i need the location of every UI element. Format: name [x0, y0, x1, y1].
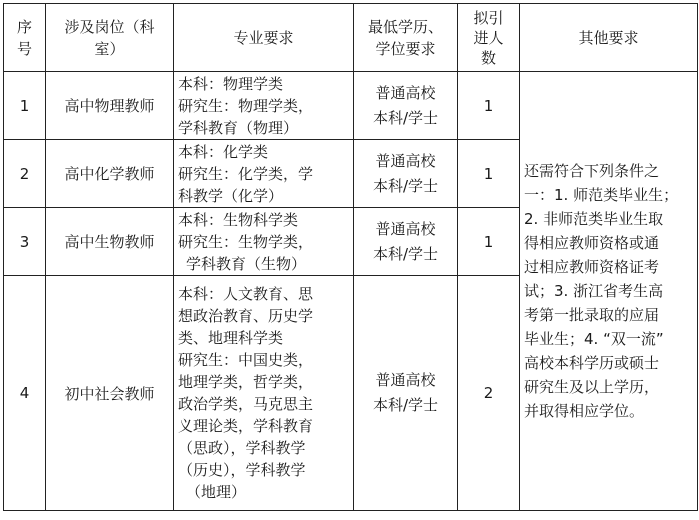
header-other: 其他要求 — [520, 4, 698, 72]
other-line: 高校本科学历或硕士 — [524, 354, 660, 372]
major-line: 类、地理科学类 — [178, 329, 284, 347]
cell-education — [354, 72, 458, 140]
major-line: 想政治教育、历史学 — [178, 307, 314, 325]
cell-no: 4 — [4, 276, 46, 511]
major-line: 科教学（化学） — [178, 186, 284, 205]
education-line: 普通高校 — [375, 151, 436, 170]
major-line: （历史），学科教学 — [178, 461, 306, 479]
major-line: 研究生：物理学类， — [178, 96, 314, 115]
cell-position: 高中生物教师 — [46, 208, 174, 276]
major-line: 政治学类，马克思主 — [178, 395, 314, 413]
other-line: 得相应教师资格或通 — [524, 234, 660, 252]
cell-education — [354, 276, 458, 511]
major-line: 本科：物理学类 — [178, 74, 284, 93]
education-line: 本科/学士 — [372, 244, 439, 263]
header-no-line2: 号 — [16, 39, 32, 58]
cell-count: 1 — [458, 208, 520, 276]
education-line: 本科/学士 — [372, 396, 439, 414]
header-education-line1: 最低学历、 — [367, 17, 443, 36]
header-count-line1: 拟引 — [473, 8, 504, 27]
cell-major — [174, 72, 354, 140]
major-line: 义理论类，学科教育 — [178, 417, 314, 435]
table-row — [4, 72, 698, 140]
other-line: 考第一批录取的应届 — [524, 306, 660, 324]
header-row — [4, 4, 698, 72]
major-line: 本科：化学类 — [178, 142, 269, 161]
major-line: （思政），学科教学 — [178, 439, 306, 457]
other-line: 并取得相应学位。 — [524, 402, 645, 420]
other-line: 过相应教师资格证考 — [524, 258, 660, 276]
cell-count: 1 — [458, 140, 520, 208]
cell-major — [174, 208, 354, 276]
cell-other-requirements — [520, 72, 698, 511]
cell-education — [354, 208, 458, 276]
education-line: 普通高校 — [375, 371, 436, 389]
major-line: 本科：生物科学类 — [178, 210, 299, 229]
other-line: 还需符合下列条件之 — [524, 162, 660, 180]
header-count-line3: 数 — [480, 48, 496, 67]
education-line: 普通高校 — [375, 83, 436, 102]
cell-position: 高中化学教师 — [46, 140, 174, 208]
other-line: 研究生及以上学历， — [524, 378, 660, 396]
header-count-line2: 进人 — [473, 28, 504, 47]
cell-position: 初中社会教师 — [46, 276, 174, 511]
header-count — [458, 4, 520, 72]
cell-position: 高中物理教师 — [46, 72, 174, 140]
header-education — [354, 4, 458, 72]
major-line: 学科教育（物理） — [178, 118, 299, 137]
header-education-line2: 学位要求 — [375, 39, 436, 58]
education-line: 本科/学士 — [372, 108, 439, 127]
cell-no: 3 — [4, 208, 46, 276]
other-line: 2. 非师范类毕业生取 — [524, 210, 664, 228]
major-line: 研究生：中国史类， — [178, 351, 314, 369]
cell-major — [174, 140, 354, 208]
other-line: 一：1. 师范类毕业生； — [524, 186, 679, 204]
major-line: 研究生：生物学类， — [178, 232, 314, 251]
education-line: 本科/学士 — [372, 176, 439, 195]
major-line: 学科教育（生物） — [186, 254, 307, 273]
cell-education — [354, 140, 458, 208]
cell-no: 2 — [4, 140, 46, 208]
header-no-line1: 序 — [16, 17, 32, 36]
cell-count: 2 — [458, 276, 520, 511]
header-position-line2: 室） — [94, 39, 125, 58]
major-line: （地理） — [186, 483, 247, 501]
header-major: 专业要求 — [174, 4, 354, 72]
other-line: 试；3. 浙江省考生高 — [524, 282, 664, 300]
major-line: 研究生：化学类，学 — [178, 164, 314, 183]
major-line: 地理学类，哲学类， — [178, 373, 314, 391]
education-line: 普通高校 — [375, 219, 436, 238]
header-position — [46, 4, 174, 72]
cell-major — [174, 276, 354, 511]
other-line: 毕业生；4. “双一流” — [524, 330, 664, 348]
header-position-line1: 涉及岗位（科 — [64, 17, 155, 36]
major-line: 本科：人文教育、思 — [178, 285, 314, 303]
cell-no: 1 — [4, 72, 46, 140]
recruitment-table — [3, 3, 698, 511]
header-no — [4, 4, 46, 72]
cell-count: 1 — [458, 72, 520, 140]
